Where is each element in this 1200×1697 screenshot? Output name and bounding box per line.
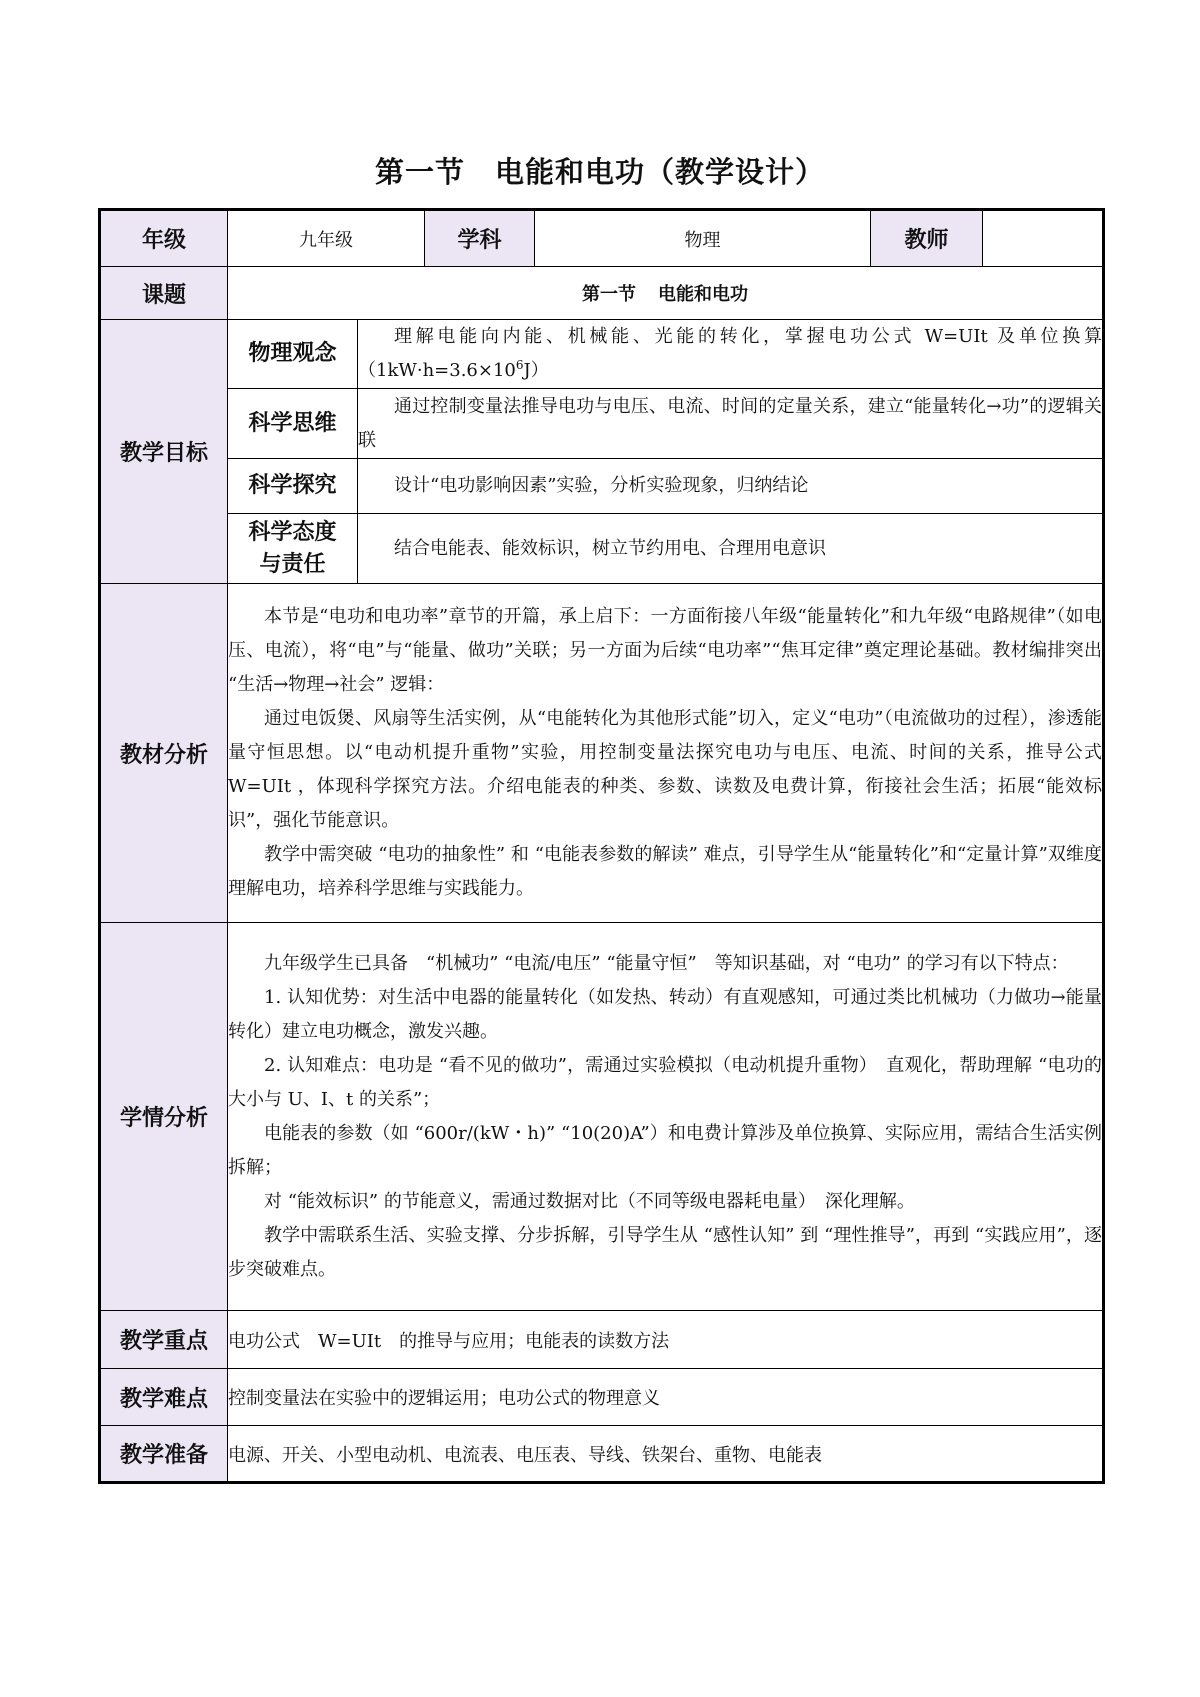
students-paragraph: 教学中需联系生活、实验支撑、分步拆解，引导学生从 “感性认知” 到 “理性推导”，再到 “实践应用”，逐步突破难点。 (228, 1224, 1102, 1280)
goal-row-1 (100, 320, 1104, 389)
students-paragraph: 对 “能效标识” 的节能意义，需通过数据对比（不同等级电器耗电量） 深化理解。 (264, 1190, 915, 1212)
subject-label: 学科 (425, 210, 535, 267)
preparation-label: 教学准备 (100, 1426, 228, 1483)
info-row (100, 210, 1104, 267)
material-text (228, 584, 1120, 923)
goal-row-3 (100, 459, 1104, 514)
grade-label: 年级 (100, 210, 228, 267)
preparation-row (100, 1426, 1104, 1483)
goal-text-3: 设计“电功影响因素”实验，分析实验现象，归纳结论 (358, 459, 1104, 514)
page-title (0, 150, 1200, 191)
topic-part1: 第一节 (582, 284, 636, 305)
goal-label-1: 物理观念 (228, 320, 358, 389)
subject-value: 物理 (535, 210, 871, 267)
difficulties-row (100, 1369, 1104, 1426)
material-paragraph: 教学中需突破 “电功的抽象性” 和 “电能表参数的解读” 难点，引导学生从“能量转化”和“定量计算”双维度理解电功，培养科学思维与实践能力。 (228, 844, 1102, 899)
goal-label-4: 科学态度 与责任 (228, 514, 358, 584)
goal-row-4 (100, 514, 1104, 584)
material-row (100, 584, 1104, 923)
key-points-text: 电功公式 W=UIt 的推导与应用；电能表的读数方法 (228, 1311, 1104, 1369)
title-part2: 电能和电功（教学设计） (495, 155, 826, 189)
students-row (100, 923, 1104, 1311)
material-paragraph: 通过电饭煲、风扇等生活实例，从“电能转化为其他形式能”切入，定义“电功”（电流做功的过程），渗透能量守恒思想。以“电动机提升重物”实验，用控制变量法探究电功与电压、电流、时间的关系，推导公式 W=UIt ，体现科学探究方法。介绍电能表的种类、参数、读数及电费计算，衔接社会生活；拓展“能效标识”，强化节能意识。 (228, 708, 1120, 831)
preparation-text: 电源、开关、小型电动机、电流表、电压表、导线、铁架台、重物、电能表 (228, 1426, 1104, 1483)
title-part1: 第一节 (374, 155, 465, 189)
goal-label-3: 科学探究 (228, 459, 358, 514)
teacher-label: 教师 (871, 210, 983, 267)
key-points-label: 教学重点 (100, 1311, 228, 1369)
key-points-row (100, 1311, 1104, 1369)
students-paragraph: 电能表的参数（如 “600r/(kW・h)” “10(20)A”）和电费计算涉及单位换算、实际应用，需结合生活实例拆解； (228, 1122, 1102, 1178)
students-paragraph: 2. 认知难点：电功是 “看不见的做功”，需通过实验模拟（电动机提升重物） 直观化，帮助理解 “电功的大小与 U、I、t 的关系”； (228, 1054, 1102, 1110)
teacher-value (983, 210, 1104, 267)
difficulties-text: 控制变量法在实验中的逻辑运用；电功公式的物理意义 (228, 1369, 1104, 1426)
topic-row (100, 267, 1104, 320)
difficulties-label: 教学难点 (100, 1369, 228, 1426)
students-paragraph: 九年级学生已具备 “机械功” “电流/电压” “能量守恒” 等知识基础，对 “电功” 的学习有以下特点： (264, 952, 1069, 974)
students-label: 学情分析 (100, 923, 228, 1311)
topic-part2: 电能和电功 (658, 284, 748, 305)
goals-label: 教学目标 (100, 320, 228, 584)
goal-row-2 (100, 389, 1104, 459)
goal-text-2: 通过控制变量法推导电功与电压、电流、时间的定量关系，建立“能量转化→功”的逻辑关联 (358, 389, 1104, 459)
students-text (228, 923, 1104, 1311)
lesson-plan-table (98, 208, 1120, 1484)
goal-text-1: 理解电能向内能、机械能、光能的转化，掌握电功公式 W=UIt 及单位换算$(1kW\cdot h=3.6\times 10^6J)$ (358, 320, 1104, 389)
goal-text-4: 结合电能表、能效标识，树立节约用电、合理用电意识 (358, 514, 1104, 584)
material-paragraph: 本节是“电功和电功率”章节的开篇，承上启下：一方面衔接八年级“能量转化”和九年级“电路规律”（如电压、电流），将“电”与“能量、做功”关联；另一方面为后续“电功率”“焦耳定律”奠定理论基础。教材编排突出 “生活→物理→社会” 逻辑： (228, 606, 1102, 695)
goal-label-2: 科学思维 (228, 389, 358, 459)
grade-value: 九年级 (228, 210, 425, 267)
students-paragraph: 1. 认知优势：对生活中电器的能量转化（如发热、转动）有直观感知，可通过类比机械功（力做功→能量转化）建立电功概念，激发兴趣。 (228, 986, 1102, 1042)
material-label: 教材分析 (100, 584, 228, 923)
topic-label: 课题 (100, 267, 228, 320)
topic-value (228, 267, 1104, 320)
